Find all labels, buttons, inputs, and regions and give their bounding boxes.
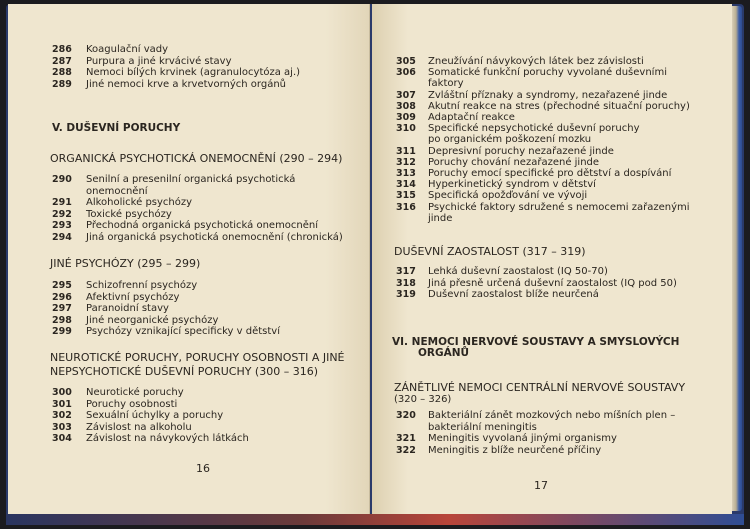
code-number: 318 <box>396 277 416 289</box>
entry-text: Paranoidní stavy <box>86 303 169 314</box>
group-heading: ORGANICKÁ PSYCHOTICKÁ ONEMOCNĚNÍ (290 – 294) <box>50 152 343 165</box>
code-number: 320 <box>396 410 416 421</box>
entry-text: Přechodná organická psychotická onemocnění <box>86 220 319 231</box>
group-heading: (320 – 326) <box>394 394 452 405</box>
group-heading: NEPSYCHOTICKÉ DUŠEVNÍ PORUCHY (300 – 316) <box>50 365 318 378</box>
entry-text: Zneužívání návykových látek bez závislosti <box>428 56 644 67</box>
code-number: 314 <box>396 179 416 191</box>
code-number: 310 <box>396 123 416 135</box>
entry-text: Jiná přesně určená duševní zaostalost (IQ pod 50) <box>428 277 677 289</box>
entry-text: Akutní reakce na stres (přechodné situační poruchy) <box>428 100 690 112</box>
entry-text: Hyperkinetický syndrom v dětství <box>428 179 596 191</box>
section-title: V. DUŠEVNÍ PORUCHY <box>52 122 181 134</box>
entry-text: Jiné neorganické psychózy <box>86 314 219 326</box>
code-number: 319 <box>396 289 416 300</box>
code-number: 312 <box>396 156 416 168</box>
code-number: 294 <box>52 231 72 243</box>
entry-text: Jiná organická psychotická onemocnění (chronická) <box>86 231 343 243</box>
entry-text: Specifická opožďování ve vývoji <box>428 190 588 202</box>
code-number: 303 <box>52 421 72 433</box>
entry-text: Jiné nemoci krve a krvetvorných orgánů <box>86 78 286 90</box>
entry-text: Meningitis vyvolaná jinými organismy <box>428 433 617 444</box>
entry-text: Závislost na alkoholu <box>86 421 192 433</box>
code-number: 299 <box>52 326 72 337</box>
code-number: 306 <box>396 67 416 79</box>
code-number: 302 <box>52 410 72 421</box>
code-number: 286 <box>52 44 72 55</box>
code-number: 291 <box>52 197 72 208</box>
entry-text: Koagulační vady <box>86 44 169 55</box>
entry-text: Závislost na návykových látkách <box>86 433 249 444</box>
entry-text: Meningitis z blíže neurčené příčiny <box>428 444 602 456</box>
code-number: 321 <box>396 433 416 444</box>
code-number: 293 <box>52 220 72 231</box>
entry-text: Zvláštní příznaky a syndromy, nezařazené jinde <box>428 89 668 101</box>
entry-text: Poruchy emocí specifické pro dětství a dospívání <box>428 168 672 179</box>
code-number: 301 <box>52 398 72 410</box>
entry-text: Duševní zaostalost blíže neurčená <box>428 289 599 300</box>
entry-text: Purpura a jiné krvácivé stavy <box>86 55 232 67</box>
code-number: 290 <box>52 174 72 185</box>
section-title: ORGÁNŮ <box>418 347 470 359</box>
code-number: 292 <box>52 208 72 220</box>
code-number: 315 <box>396 190 416 202</box>
entry-text: Nemoci bílých krvinek (agranulocytóza aj.) <box>86 67 301 78</box>
left-page <box>8 4 370 517</box>
entry-text: Toxické psychózy <box>86 208 172 220</box>
entry-text: Schizofrenní psychózy <box>86 280 198 291</box>
code-number: 295 <box>52 280 72 291</box>
entry-text: Specifické nepsychotické duševní poruchy <box>428 123 640 135</box>
group-heading: JINÉ PSYCHÓZY (295 – 299) <box>50 257 201 270</box>
code-number: 305 <box>396 56 416 67</box>
entry-text: Lehká duševní zaostalost (IQ 50-70) <box>428 266 608 277</box>
page-number: 16 <box>196 462 210 475</box>
entry-text: Afektivní psychózy <box>86 291 180 303</box>
entry-text: Somatické funkční poruchy vyvolané duševními <box>428 67 667 79</box>
right-page <box>372 4 732 517</box>
code-number: 313 <box>396 168 416 179</box>
code-number: 296 <box>52 291 72 303</box>
code-number: 308 <box>396 100 416 112</box>
code-number: 288 <box>52 67 72 78</box>
entry-text-continued: onemocnění <box>86 185 148 197</box>
entry-text-continued: faktory <box>428 78 464 90</box>
page-edge <box>732 6 742 511</box>
code-number: 307 <box>396 89 416 101</box>
entry-text: Senilní a presenilní organická psychotická <box>86 174 296 185</box>
code-number: 298 <box>52 314 72 326</box>
entry-text: Psychické faktory sdružené s nemocemi zařazenými <box>428 201 690 213</box>
code-number: 317 <box>396 266 416 277</box>
entry-text-continued: bakteriální meningitis <box>428 421 537 433</box>
entry-text-continued: jinde <box>428 212 453 224</box>
section-title: VI. NEMOCI NERVOVÉ SOUSTAVY A SMYSLOVÝCH <box>392 336 680 348</box>
entry-text: Psychózy vznikající specificky v dětství <box>86 326 280 337</box>
entry-text: Depresivní poruchy nezařazené jinde <box>428 145 614 157</box>
entry-text: Neurotické poruchy <box>86 387 184 398</box>
book-cover-edge <box>6 514 744 525</box>
code-number: 287 <box>52 55 72 67</box>
group-heading: NEUROTICKÉ PORUCHY, PORUCHY OSOBNOSTI A JINÉ <box>50 351 345 364</box>
entry-text: Poruchy osobnosti <box>86 398 178 410</box>
code-number: 322 <box>396 444 416 456</box>
entry-text: Poruchy chování nezařazené jinde <box>428 156 600 168</box>
entry-text: Alkoholické psychózy <box>86 197 193 208</box>
code-number: 297 <box>52 303 72 314</box>
entry-text: Sexuální úchylky a poruchy <box>86 410 224 421</box>
code-number: 309 <box>396 112 416 123</box>
entry-text: Bakteriální zánět mozkových nebo míšních plen – <box>428 410 676 421</box>
code-number: 289 <box>52 78 72 90</box>
code-number: 300 <box>52 387 72 398</box>
code-number: 316 <box>396 201 416 213</box>
group-heading: DUŠEVNÍ ZAOSTALOST (317 – 319) <box>394 245 586 258</box>
code-number: 311 <box>396 145 416 157</box>
open-book <box>6 4 744 525</box>
group-heading: ZÁNĚTLIVÉ NEMOCI CENTRÁLNÍ NERVOVÉ SOUSTAVY <box>394 381 686 394</box>
entry-text: Adaptační reakce <box>428 112 515 123</box>
page-number: 17 <box>534 479 548 492</box>
code-number: 304 <box>52 433 72 444</box>
entry-text-continued: po organickém poškození mozku <box>428 134 592 146</box>
